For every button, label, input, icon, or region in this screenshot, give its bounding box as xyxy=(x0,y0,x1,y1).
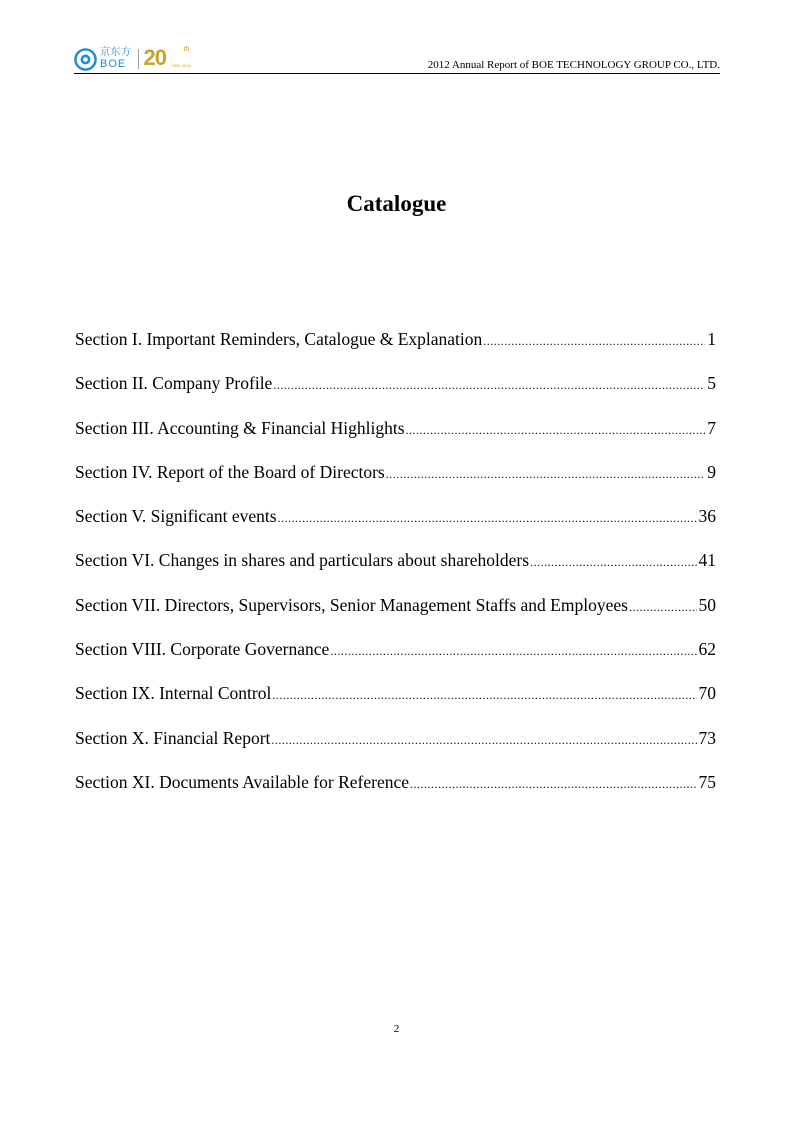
toc-entry-section-4[interactable] xyxy=(75,459,716,503)
toc-entry-section-9[interactable] xyxy=(75,680,716,724)
toc-entry-section-7[interactable] xyxy=(75,592,716,636)
toc-dot-leader xyxy=(330,636,696,664)
toc-entry-page: 1 xyxy=(707,329,716,349)
toc-entry-page: 73 xyxy=(698,727,716,748)
toc-dot-leader xyxy=(483,326,705,354)
header-rule xyxy=(74,73,720,74)
toc-entry-page: 9 xyxy=(707,461,716,482)
toc-dot-leader xyxy=(272,680,696,708)
toc-entry-label: Section IV. Report of the Board of Directors xyxy=(75,461,385,482)
toc-dot-leader xyxy=(386,459,706,487)
toc-entry-page: 7 xyxy=(707,417,716,438)
boe-logo xyxy=(74,46,214,72)
page-header xyxy=(74,44,720,74)
toc-entry-section-10[interactable] xyxy=(75,725,716,769)
toc-entry-section-2[interactable] xyxy=(75,370,716,414)
page-number: 2 xyxy=(393,1023,400,1035)
toc-dot-leader xyxy=(271,725,696,753)
table-of-contents xyxy=(75,326,716,813)
toc-entry-label: Section II. Company Profile xyxy=(75,373,273,394)
toc-entry-label: Section X. Financial Report xyxy=(75,727,271,748)
toc-entry-page: 50 xyxy=(698,594,716,615)
toc-dot-leader xyxy=(530,547,696,575)
report-title: 2012 Annual Report of BOE TECHNOLOGY GROUP CO., LTD. xyxy=(427,59,720,71)
toc-entry-section-1[interactable] xyxy=(75,326,716,370)
toc-dot-leader xyxy=(410,769,697,797)
toc-entry-label: Section IX. Internal Control xyxy=(75,683,272,704)
toc-entry-label: Section VIII. Corporate Governance xyxy=(75,639,330,660)
toc-entry-section-3[interactable] xyxy=(75,415,716,459)
toc-entry-page: 36 xyxy=(698,506,716,527)
toc-entry-label: Section XI. Documents Available for Reference xyxy=(75,771,409,792)
toc-entry-section-6[interactable] xyxy=(75,547,716,591)
anniversary-badge xyxy=(144,46,214,72)
anniversary-suffix: th xyxy=(183,46,190,53)
toc-entry-page: 62 xyxy=(698,639,716,660)
toc-dot-leader xyxy=(273,370,705,398)
toc-dot-leader xyxy=(629,592,697,620)
toc-entry-label: Section VI. Changes in shares and particulars about shareholders xyxy=(75,550,530,571)
toc-entry-page: 5 xyxy=(707,373,716,394)
toc-entry-label: Section III. Accounting & Financial Highlights xyxy=(75,417,405,438)
toc-entry-page: 70 xyxy=(698,683,716,704)
toc-entry-section-8[interactable] xyxy=(75,636,716,680)
toc-entry-page: 41 xyxy=(698,550,716,571)
anniversary-number: 20 xyxy=(143,45,166,70)
toc-dot-leader xyxy=(278,503,697,531)
toc-dot-leader xyxy=(406,415,706,443)
logo-english-name: BOE xyxy=(100,58,127,70)
page-title: Catalogue xyxy=(346,191,447,216)
logo-divider xyxy=(138,49,139,69)
anniversary-years: 1993-2013 xyxy=(171,63,191,68)
toc-entry-page: 75 xyxy=(698,771,716,792)
toc-entry-label: Section I. Important Reminders, Catalogue & Explanation xyxy=(75,329,483,349)
boe-logo-mark-icon xyxy=(74,48,97,71)
toc-entry-label: Section V. Significant events xyxy=(75,506,277,527)
toc-entry-section-5[interactable] xyxy=(75,503,716,547)
logo-chinese-name: 京东方 xyxy=(100,47,132,58)
toc-entry-label: Section VII. Directors, Supervisors, Senior Management Staffs and Employees xyxy=(75,594,628,615)
toc-entry-section-11[interactable] xyxy=(75,769,716,813)
